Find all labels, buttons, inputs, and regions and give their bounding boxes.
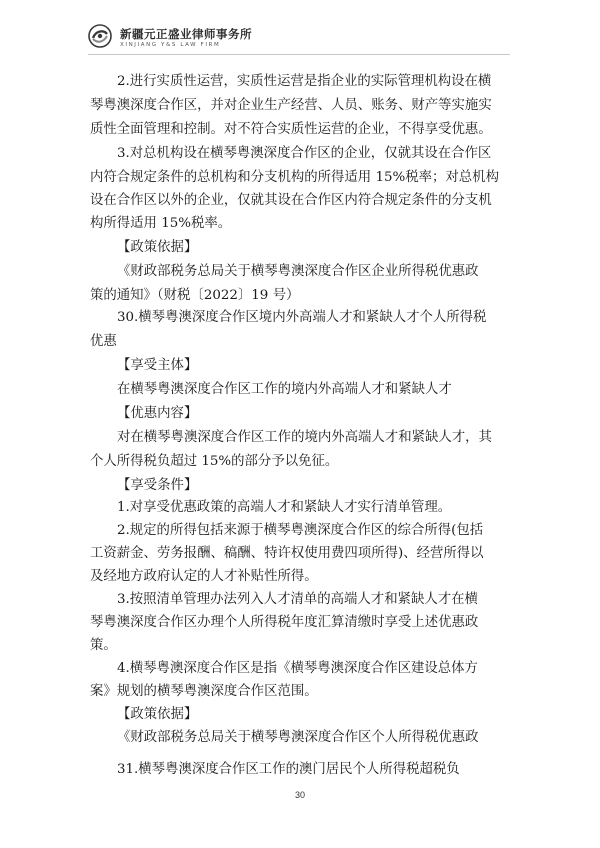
paragraph-line: 个人所得税负超过 15%的部分予以免征。 — [90, 454, 339, 469]
item-heading: 31.横琴粤澳深度合作区工作的澳门居民个人所得税超税负 — [117, 762, 460, 777]
paragraph-line: 2.进行实质性运营，实质性运营是指企业的实际管理机构设在横 — [117, 74, 492, 89]
item-heading: 30.横琴粤澳深度合作区境内外高端人才和紧缺人才个人所得税 — [117, 310, 487, 325]
paragraph-line: 3.对总机构设在横琴粤澳深度合作区的企业，仅就其设在合作区 — [117, 146, 492, 161]
paragraph-line: 《财政部税务总局关于横琴粤澳深度合作区企业所得税优惠政 — [117, 264, 479, 279]
paragraph-line: 1.对享受优惠政策的高端人才和紧缺人才实行清单管理。 — [117, 500, 452, 515]
section-label: 【享受条件】 — [117, 478, 198, 493]
page-number: 30 — [294, 790, 305, 800]
section-label: 【享受主体】 — [117, 358, 198, 373]
paragraph-line: 质性全面管理和控制。对不符合实质性运营的企业，不得享受优惠。 — [90, 122, 492, 137]
item-heading: 优惠 — [90, 334, 117, 349]
firm-name-cn: 新疆元正盛业律师事务所 — [120, 27, 252, 41]
section-label: 【政策依据】 — [117, 707, 198, 722]
paragraph-line: 策。 — [90, 638, 117, 653]
paragraph-line: 工资薪金、劳务报酬、稿酬、特许权使用费四项所得)、经营所得以 — [90, 546, 484, 561]
paragraph-line: 策的通知》（财税〔2022〕19 号） — [90, 288, 300, 303]
paragraph-line: 琴粤澳深度合作区办理个人所得税年度汇算清缴时享受上述优惠政 — [90, 615, 479, 630]
paragraph-line: 内符合规定条件的总机构和分支机构的所得适用 15%税率；对总机构 — [90, 170, 499, 185]
section-label: 【政策依据】 — [117, 240, 198, 255]
section-label: 【优惠内容】 — [117, 406, 198, 421]
paragraph-line: 及经地方政府认定的人才补贴性所得。 — [90, 569, 318, 584]
paragraph-line: 4.横琴粤澳深度合作区是指《横琴粤澳深度合作区建设总体方 — [117, 661, 478, 676]
paragraph-line: 在横琴粤澳深度合作区工作的境内外高端人才和紧缺人才 — [117, 382, 452, 397]
paragraph-line: 案》规划的横琴粤澳深度合作区范围。 — [90, 684, 318, 699]
paragraph-line: 3.按照清单管理办法列入人才清单的高端人才和紧缺人才在横 — [117, 592, 478, 607]
paragraph-line: 设在合作区以外的企业，仅就其设在合作区内符合规定条件的分支机 — [90, 193, 492, 208]
paragraph-line: 构所得适用 15%税率。 — [90, 216, 232, 231]
paragraph-line: 2.规定的所得包括来源于横琴粤澳深度合作区的综合所得(包括 — [117, 523, 484, 538]
paragraph-line: 《财政部税务总局关于横琴粤澳深度合作区个人所得税优惠政 — [117, 730, 479, 745]
paragraph-line: 对在横琴粤澳深度合作区工作的境内外高端人才和紧缺人才，其 — [117, 430, 492, 445]
firm-name-en: XINJIANG Y&S LAW FIRM — [120, 42, 221, 48]
paragraph-line: 琴粤澳深度合作区，并对企业生产经营、人员、账务、财产等实施实 — [90, 98, 492, 113]
